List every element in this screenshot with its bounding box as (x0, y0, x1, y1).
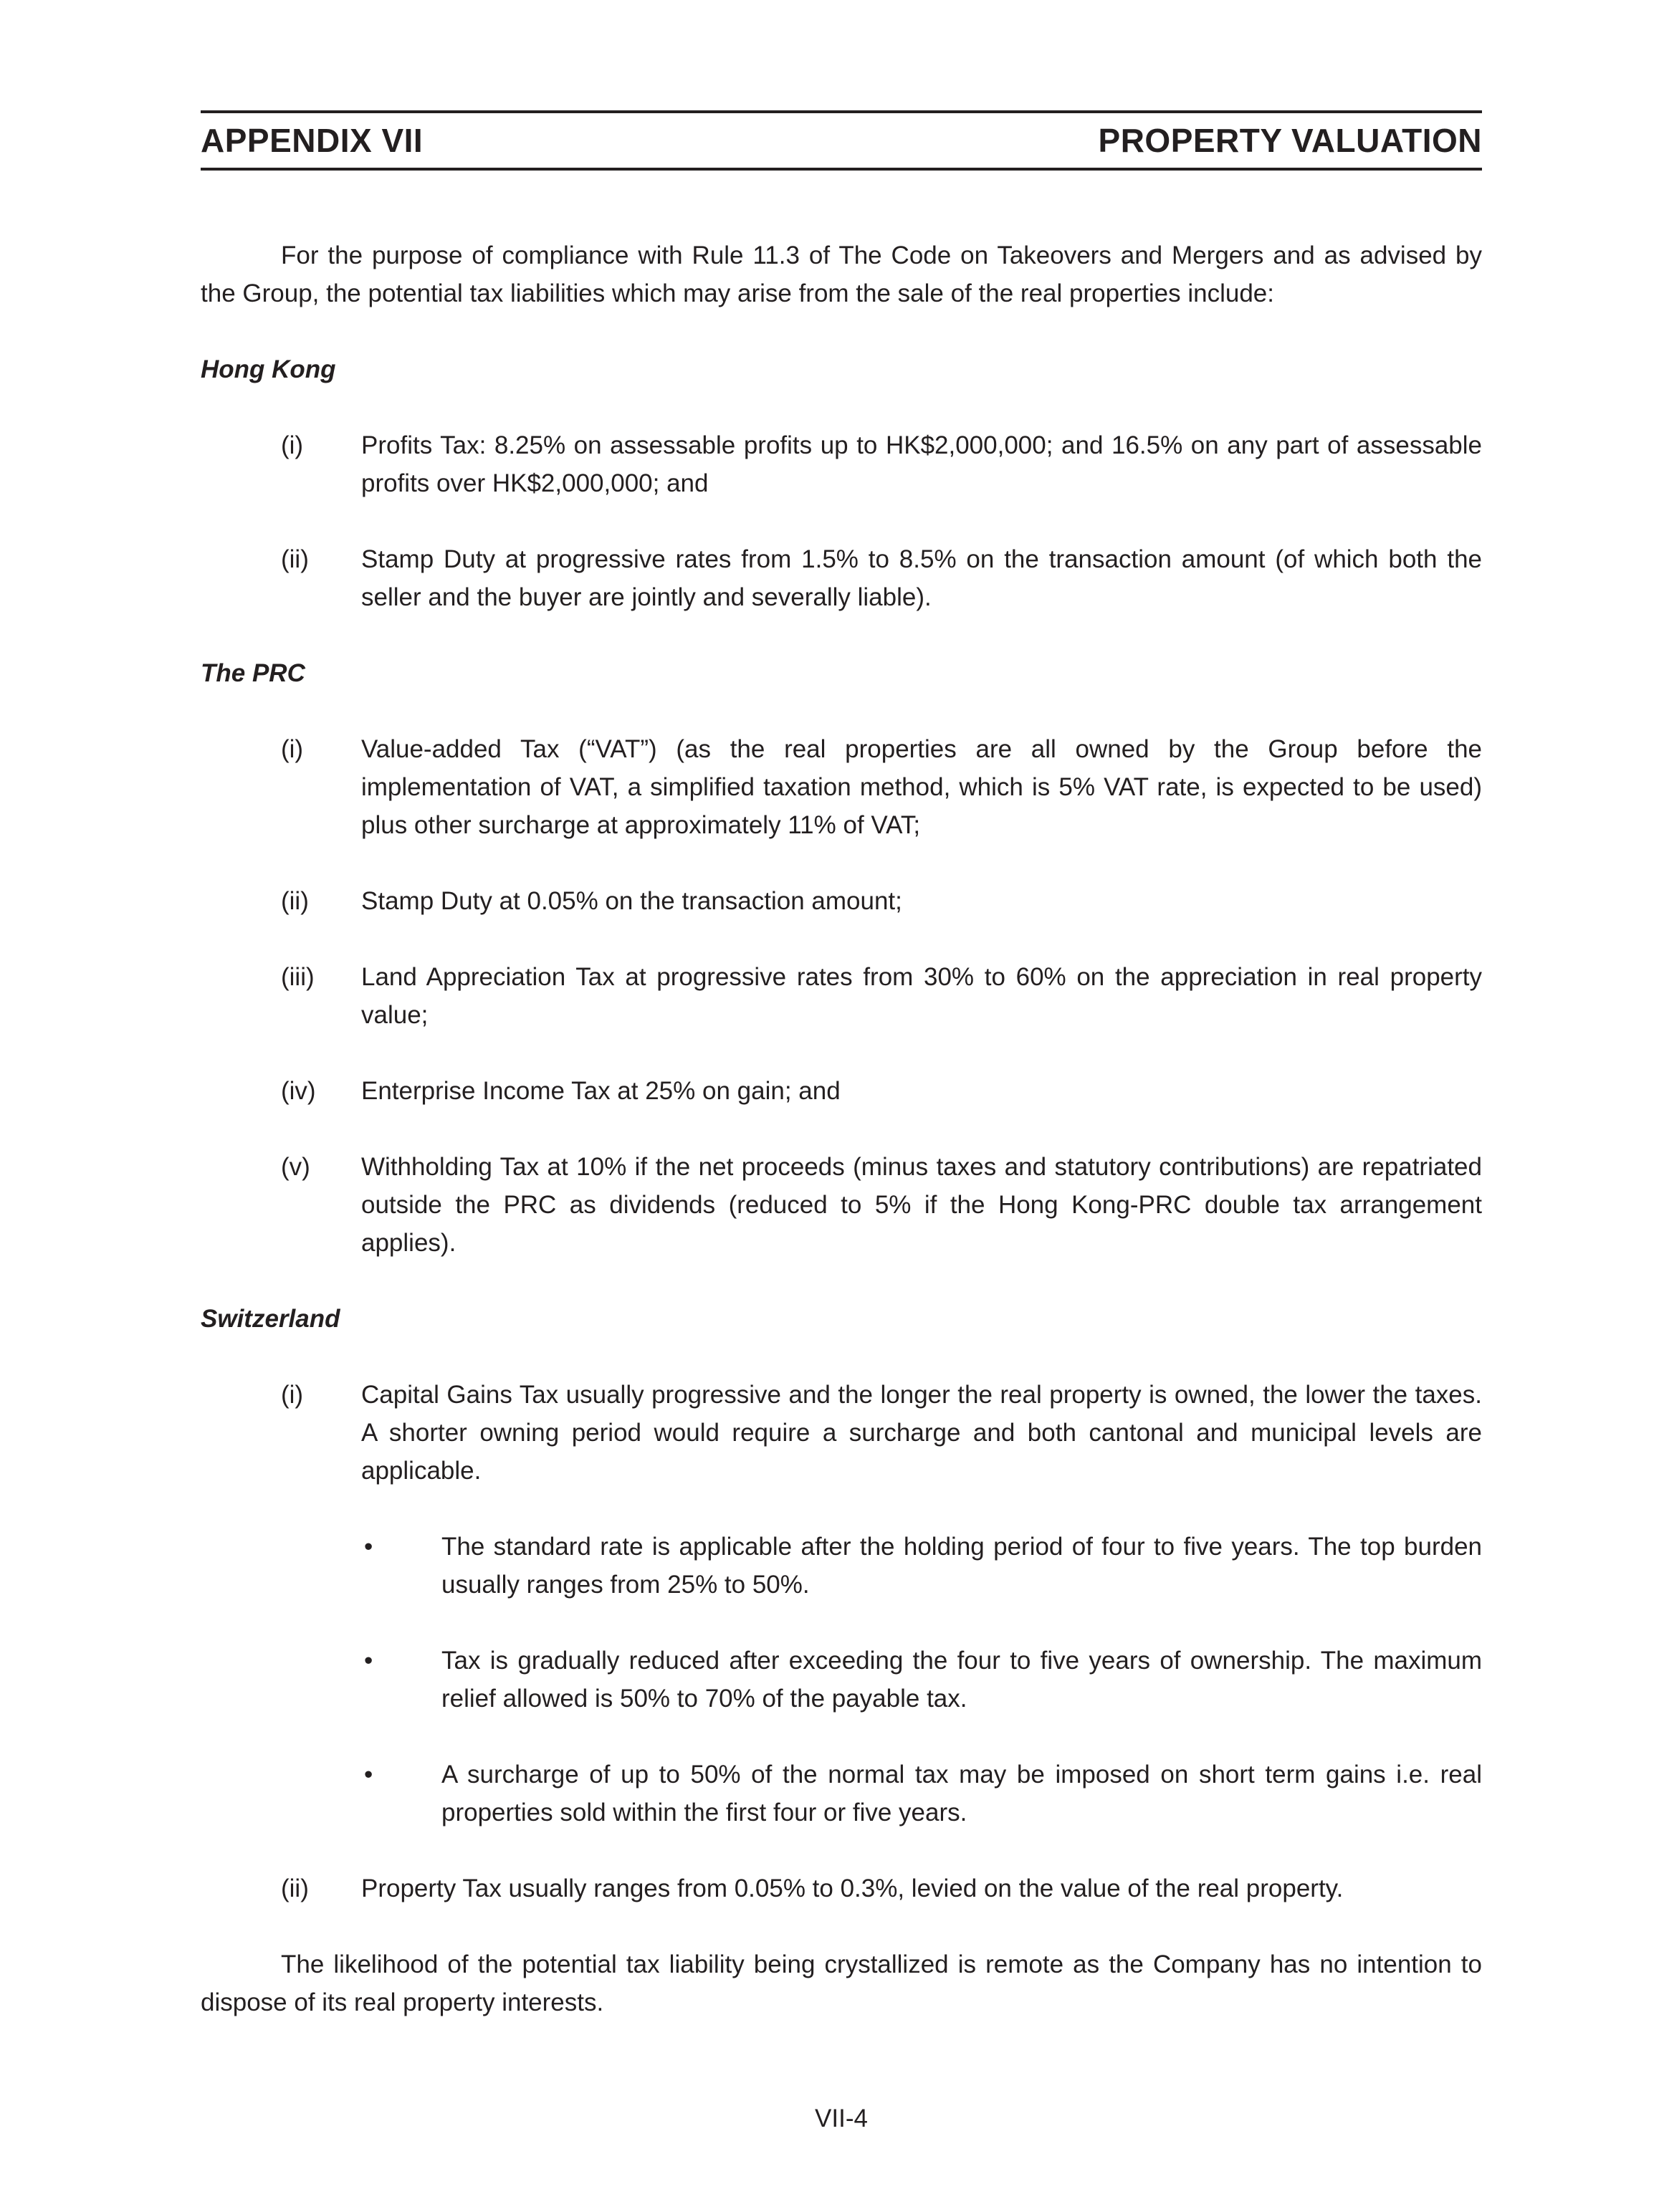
section-title: PROPERTY VALUATION (1098, 122, 1482, 159)
intro-paragraph: For the purpose of compliance with Rule 11.3 of The Code on Takeovers and Mergers and as advised by the Group, the potential tax liabilities which may arise from the sale of the real properties include: (201, 241, 1482, 307)
list-item (201, 1148, 1482, 1262)
bullet-item (201, 1642, 1482, 1718)
list-item (201, 540, 1482, 616)
bullet-item (201, 1528, 1482, 1604)
item-number: (ii) (281, 545, 309, 573)
item-text: Enterprise Income Tax at 25% on gain; and (361, 1077, 841, 1105)
closing-paragraph: The likelihood of the potential tax liability being crystallized is remote as the Company has no intention to dispose of its real property interests. (201, 1950, 1482, 2016)
item-text: Profits Tax: 8.25% on assessable profits up to HK$2,000,000; and 16.5% on any part of assessable profits over HK$2,000,000; and (361, 431, 1482, 497)
list-item (201, 730, 1482, 844)
item-text: Property Tax usually ranges from 0.05% to 0.3%, levied on the value of the real property. (361, 1875, 1344, 1902)
item-text: Stamp Duty at progressive rates from 1.5% to 8.5% on the transaction amount (of which both the seller and the buyer are jointly and severally liable). (361, 545, 1482, 611)
item-number: (i) (281, 735, 304, 763)
item-text: Value-added Tax (“VAT”) (as the real properties are all owned by the Group before the implementation of VAT, a simplified taxation method, which is 5% VAT rate, is expected to be used) plus other surcharge at approximately 11% of VAT; (361, 735, 1482, 839)
document-page (201, 0, 1482, 2212)
heading-prc: The PRC (201, 659, 305, 687)
list-item (201, 1376, 1482, 1490)
list-item (201, 958, 1482, 1034)
item-number: (ii) (281, 887, 309, 915)
list-item (201, 1869, 1482, 1907)
item-number: (iii) (281, 963, 315, 991)
page-header (201, 110, 1482, 171)
item-text: Stamp Duty at 0.05% on the transaction amount; (361, 887, 902, 915)
item-number: (iv) (281, 1077, 316, 1105)
bullet-item (201, 1756, 1482, 1832)
bullet-icon: • (364, 1647, 373, 1675)
item-number: (v) (281, 1153, 310, 1181)
item-number: (ii) (281, 1875, 309, 1902)
page-number: VII-4 (815, 2105, 868, 2132)
list-item (201, 882, 1482, 920)
bullet-icon: • (364, 1533, 373, 1561)
bullet-text: A surcharge of up to 50% of the normal tax may be imposed on short term gains i.e. real properties sold within the first four or five years. (441, 1761, 1482, 1826)
item-number: (i) (281, 1381, 304, 1409)
item-number: (i) (281, 431, 304, 459)
item-text: Capital Gains Tax usually progressive and the longer the real property is owned, the lower the taxes. A shorter owning period would require a surcharge and both cantonal and municipal levels are applicable. (361, 1381, 1482, 1485)
list-item (201, 1072, 1482, 1110)
heading-hong-kong: Hong Kong (201, 355, 336, 383)
list-item (201, 426, 1482, 502)
item-text: Land Appreciation Tax at progressive rates from 30% to 60% on the appreciation in real property value; (361, 963, 1482, 1029)
bullet-icon: • (364, 1761, 373, 1789)
heading-switzerland: Switzerland (201, 1305, 340, 1333)
bullet-text: Tax is gradually reduced after exceeding the four to five years of ownership. The maximum relief allowed is 50% to 70% of the payable tax. (441, 1647, 1482, 1713)
appendix-title: APPENDIX VII (201, 122, 424, 159)
bullet-text: The standard rate is applicable after the holding period of four to five years. The top burden usually ranges from 25% to 50%. (441, 1533, 1482, 1599)
item-text: Withholding Tax at 10% if the net proceeds (minus taxes and statutory contributions) are repatriated outside the PRC as dividends (reduced to 5% if the Hong Kong-PRC double tax arrangement applies). (361, 1153, 1482, 1257)
document-body (201, 236, 1482, 2021)
